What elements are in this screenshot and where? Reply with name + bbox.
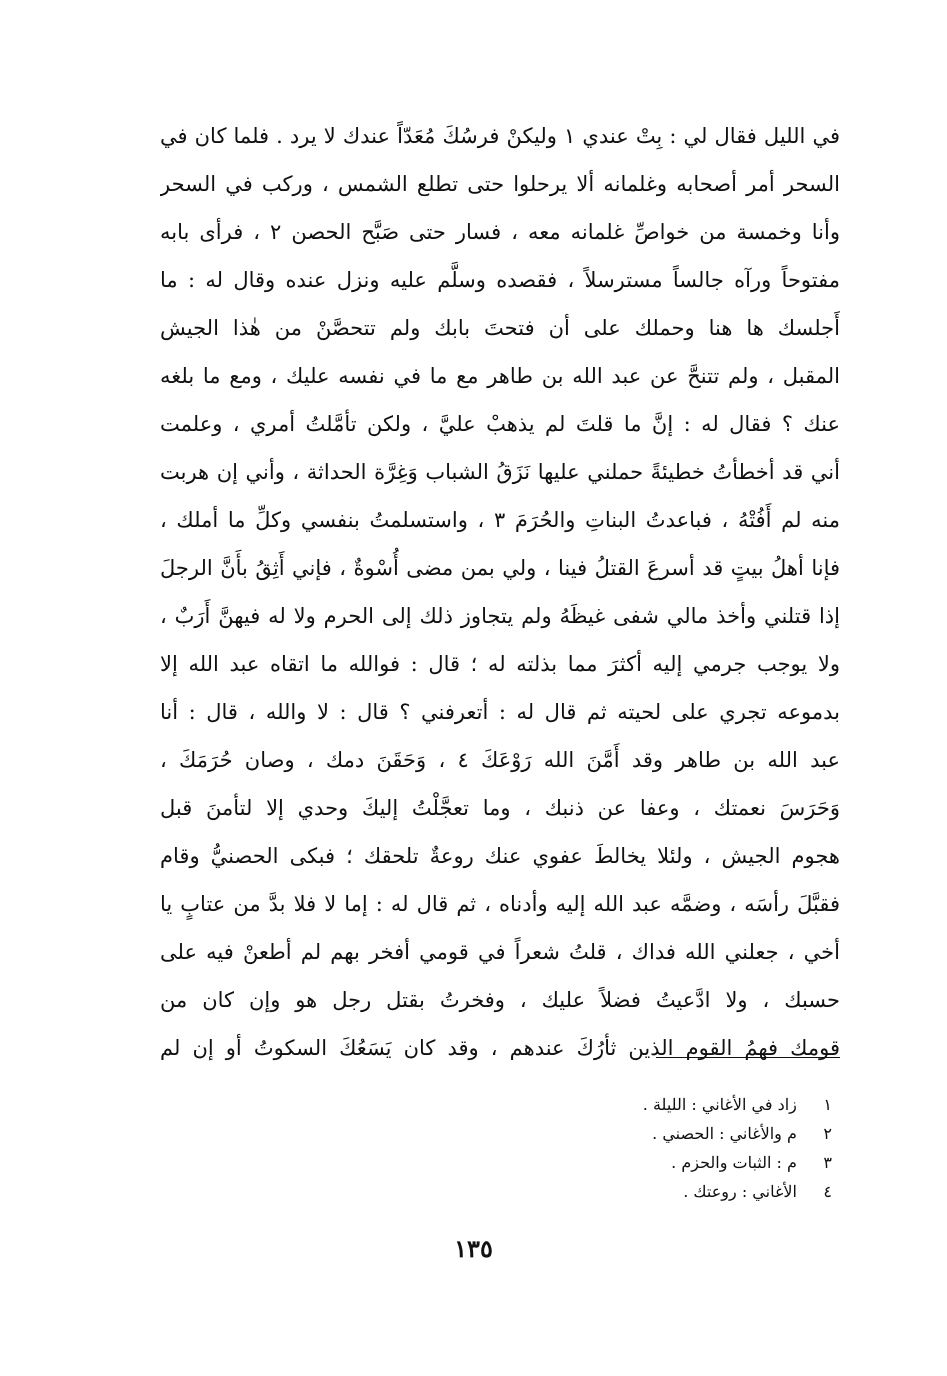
footnote-divider [656,1057,840,1058]
text-line: المقبل ، ولم تتنحَّ عن عبد الله بن طاهر مع ما في نفسه عليك ، ومع ما بلغه [160,364,840,388]
text-line: إذا قتلني وأخذ مالي شفى غيظَهُ ولم يتجاوز ذلك إلى الحرم ولا له فيهنَّ أَرَبٌ ، [160,604,840,628]
footnote-item [560,1148,832,1177]
text-line: وَحَرَسَ نعمتك ، وعفا عن ذنبك ، وما تعجَّلْتُ إليكَ وحدي إلا لتأمنَ قبل [160,796,840,820]
text-line: مفتوحاً ورآه جالساً مسترسلاً ، فقصده وسلَّم عليه ونزل عنده وقال له : ما [160,268,840,292]
text-line: فقبَّلَ رأسَه ، وضمَّه عبد الله إليه وأدناه ، ثم قال له : إما لا فلا بدَّ من عتابٍ يا [160,892,840,916]
text-line: هجوم الجيش ، ولئلا يخالطَ عفوي عنك روعةٌ تلحقك ؛ فبكى الحصنيُّ وقام [160,844,840,868]
text-line: عنك ؟ فقال له : إنَّ ما قلتَ لم يذهبْ عليَّ ، ولكن تأمَّلتُ أمري ، وعلمت [160,412,840,436]
text-line: حسبك ، ولا ادَّعيتُ فضلاً عليك ، وفخرتُ بقتل رجل هو وإن كان من [160,988,840,1012]
footnote-text: م والأغاني : الحصني . [652,1124,797,1143]
page-number: ١٣٥ [454,1234,493,1263]
text-line: ولا يوجب جرمي إليه أكثرَ مما بذلته له ؛ قال : فوالله ما اتقاه عبد الله إلا [160,652,840,676]
text-line: بدموعه تجري على لحيته ثم قال له : أتعرفني ؟ قال : لا والله ، قال : أنا [160,700,840,724]
text-line: أخي ، جعلني الله فداك ، قلتُ شعراً في قومي أفخر بهم لم أطعنْ فيه على [160,940,840,964]
body-text [160,112,840,1072]
footnote-number: ٤ [823,1182,832,1201]
footnote-text: زاد في الأغاني : الليلة . [642,1095,797,1114]
footnote-item [560,1119,832,1148]
text-line: منه لم أَفُتْهُ ، فباعدتُ البناتِ والحُرَمَ ٣ ، واستسلمتُ بنفسي وكلِّ ما أملك ، [160,508,840,532]
text-line: وأنا وخمسة من خواصِّ غلمانه معه ، فسار حتى صَبَّح الحصن ٢ ، فرأى بابه [160,220,840,244]
text-line: في الليل فقال لي : بِتْ عندي ١ وليكنْ فرسُكَ مُعَدّاً عندك لا يرد . فلما كان في [160,124,840,148]
text-line: أَجلسك ها هنا وحملك على أن فتحتَ بابك ولم تتحصَّنْ من هٰذا الجيش [160,316,840,340]
footnote-text: الأغاني : روعتك . [683,1182,797,1201]
footnote-number: ٢ [823,1124,832,1143]
footnotes [560,1090,832,1206]
footnote-number: ٣ [823,1153,832,1172]
footnote-number: ١ [823,1095,832,1114]
text-line: قومك فهمُ القوم الذين ثأرُكَ عندهم ، وقد كان يَسَعُكَ السكوتُ أو إن لم [160,1036,840,1060]
footnote-item [560,1177,832,1206]
text-line: السحر أمر أصحابه وغلمانه ألا يرحلوا حتى تطلع الشمس ، وركب في السحر [160,172,840,196]
text-line: أني قد أخطأتُ خطيئةً حملني عليها نَزَقُ الشباب وَغِرَّة الحداثة ، وأني إن هربت [160,460,840,484]
text-line: عبد الله بن طاهر وقد أَمَّنَ الله رَوْعَكَ ٤ ، وَحَقَنَ دمك ، وصان حُرَمَكَ ، [160,748,840,772]
text-line: فإنا أهلُ بيتٍ قد أسرعَ القتلُ فينا ، ولي بمن مضى أُسْوةٌ ، فإني أَثِقُ بأَنَّ الرجلَ [160,556,840,580]
footnote-text: م : الثبات والحزم . [671,1153,797,1172]
footnote-item [560,1090,832,1119]
